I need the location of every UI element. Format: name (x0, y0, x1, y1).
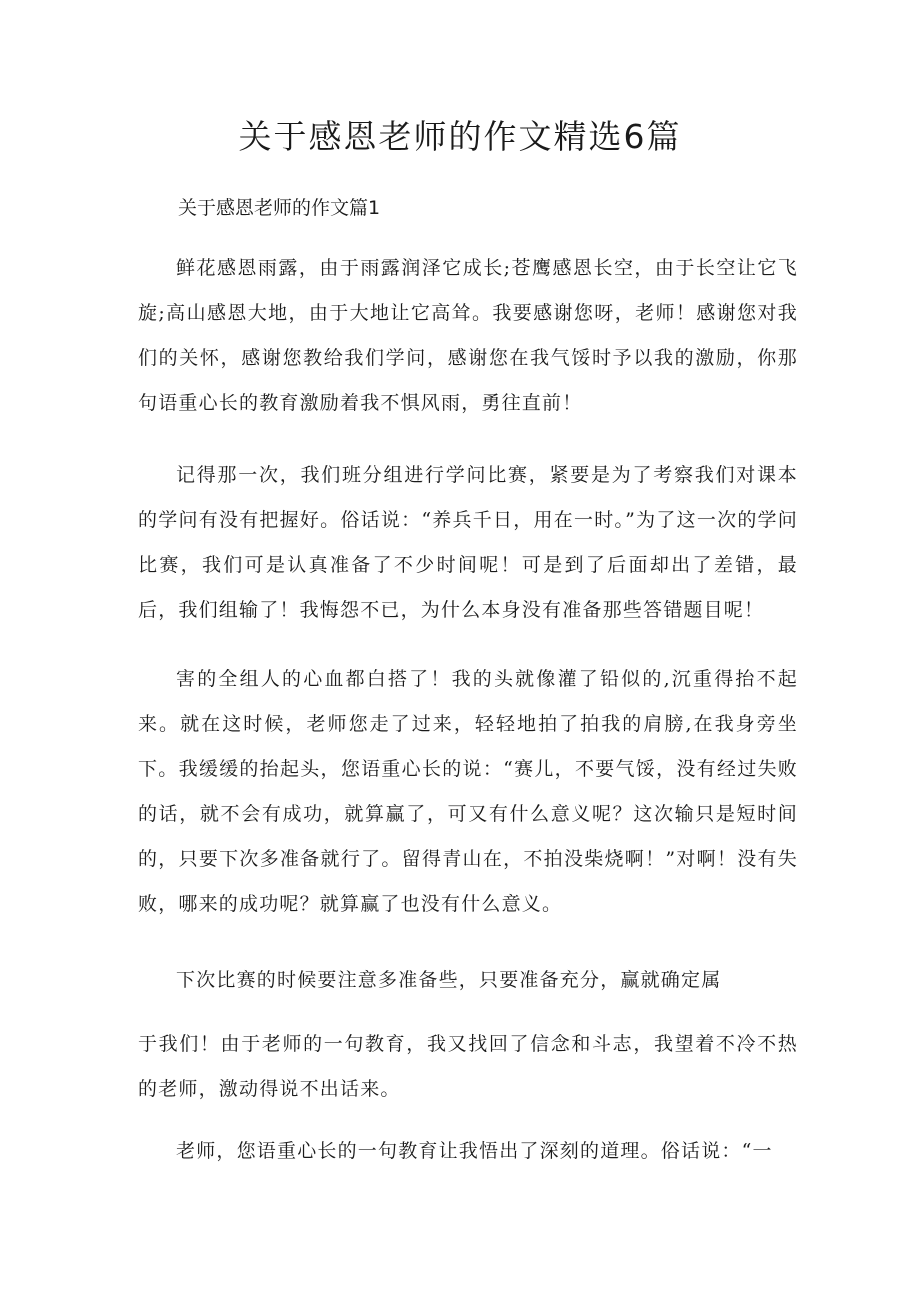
paragraph: 老师，您语重心长的一句教育让我悟出了深刻的道理。俗话说：“一 (176, 1140, 773, 1162)
document-title: 关于感恩老师的作文精选6篇 (238, 117, 682, 156)
paragraph: 鲜花感恩雨露，由于雨露润泽它成长;苍鹰感恩长空，由于长空让它飞旋;高山感恩大地，由于大地让它高耸。我要感谢您呀，老师！感谢您对我们的关怀，感谢您教给我们学问，感谢您在我气馁时予以我的激励，你那句语重心长的教育激励着我不惧风雨，勇往直前！ (138, 257, 798, 414)
paragraph: 于我们！由于老师的一句教育，我又找回了信念和斗志，我望着不冷不热的老师，激动得说不出话来。 (138, 1033, 798, 1100)
paragraph: 害的全组人的心血都白搭了！我的头就像灌了铅似的,沉重得抬不起来。就在这时候，老师您走了过来，轻轻地拍了拍我的肩膀,在我身旁坐下。我缓缓的抬起头，您语重心长的说：“赛儿，不要气馁，没有经过失败的话，就不会有成功，就算赢了，可又有什么意义呢？这次输只是短时间的，只要下次多准备就行了。留得青山在，不拍没柴烧啊！”对啊！没有失败，哪来的成功呢？就算赢了也没有什么意义。 (138, 668, 798, 915)
paragraph: 记得那一次，我们班分组进行学问比赛，紧要是为了考察我们对课本的学问有没有把握好。俗话说：“养兵千日，用在一时。”为了这一次的学问比赛，我们可是认真准备了不少时间呢！可是到了后面却出了差错，最后，我们组输了！我悔怨不已，为什么本身没有准备那些答错题目呢！ (138, 464, 798, 621)
section-heading: 关于感恩老师的作文篇1 (178, 197, 381, 219)
paragraph: 下次比赛的时候要注意多准备些，只要准备充分，赢就确定属 (176, 969, 722, 991)
